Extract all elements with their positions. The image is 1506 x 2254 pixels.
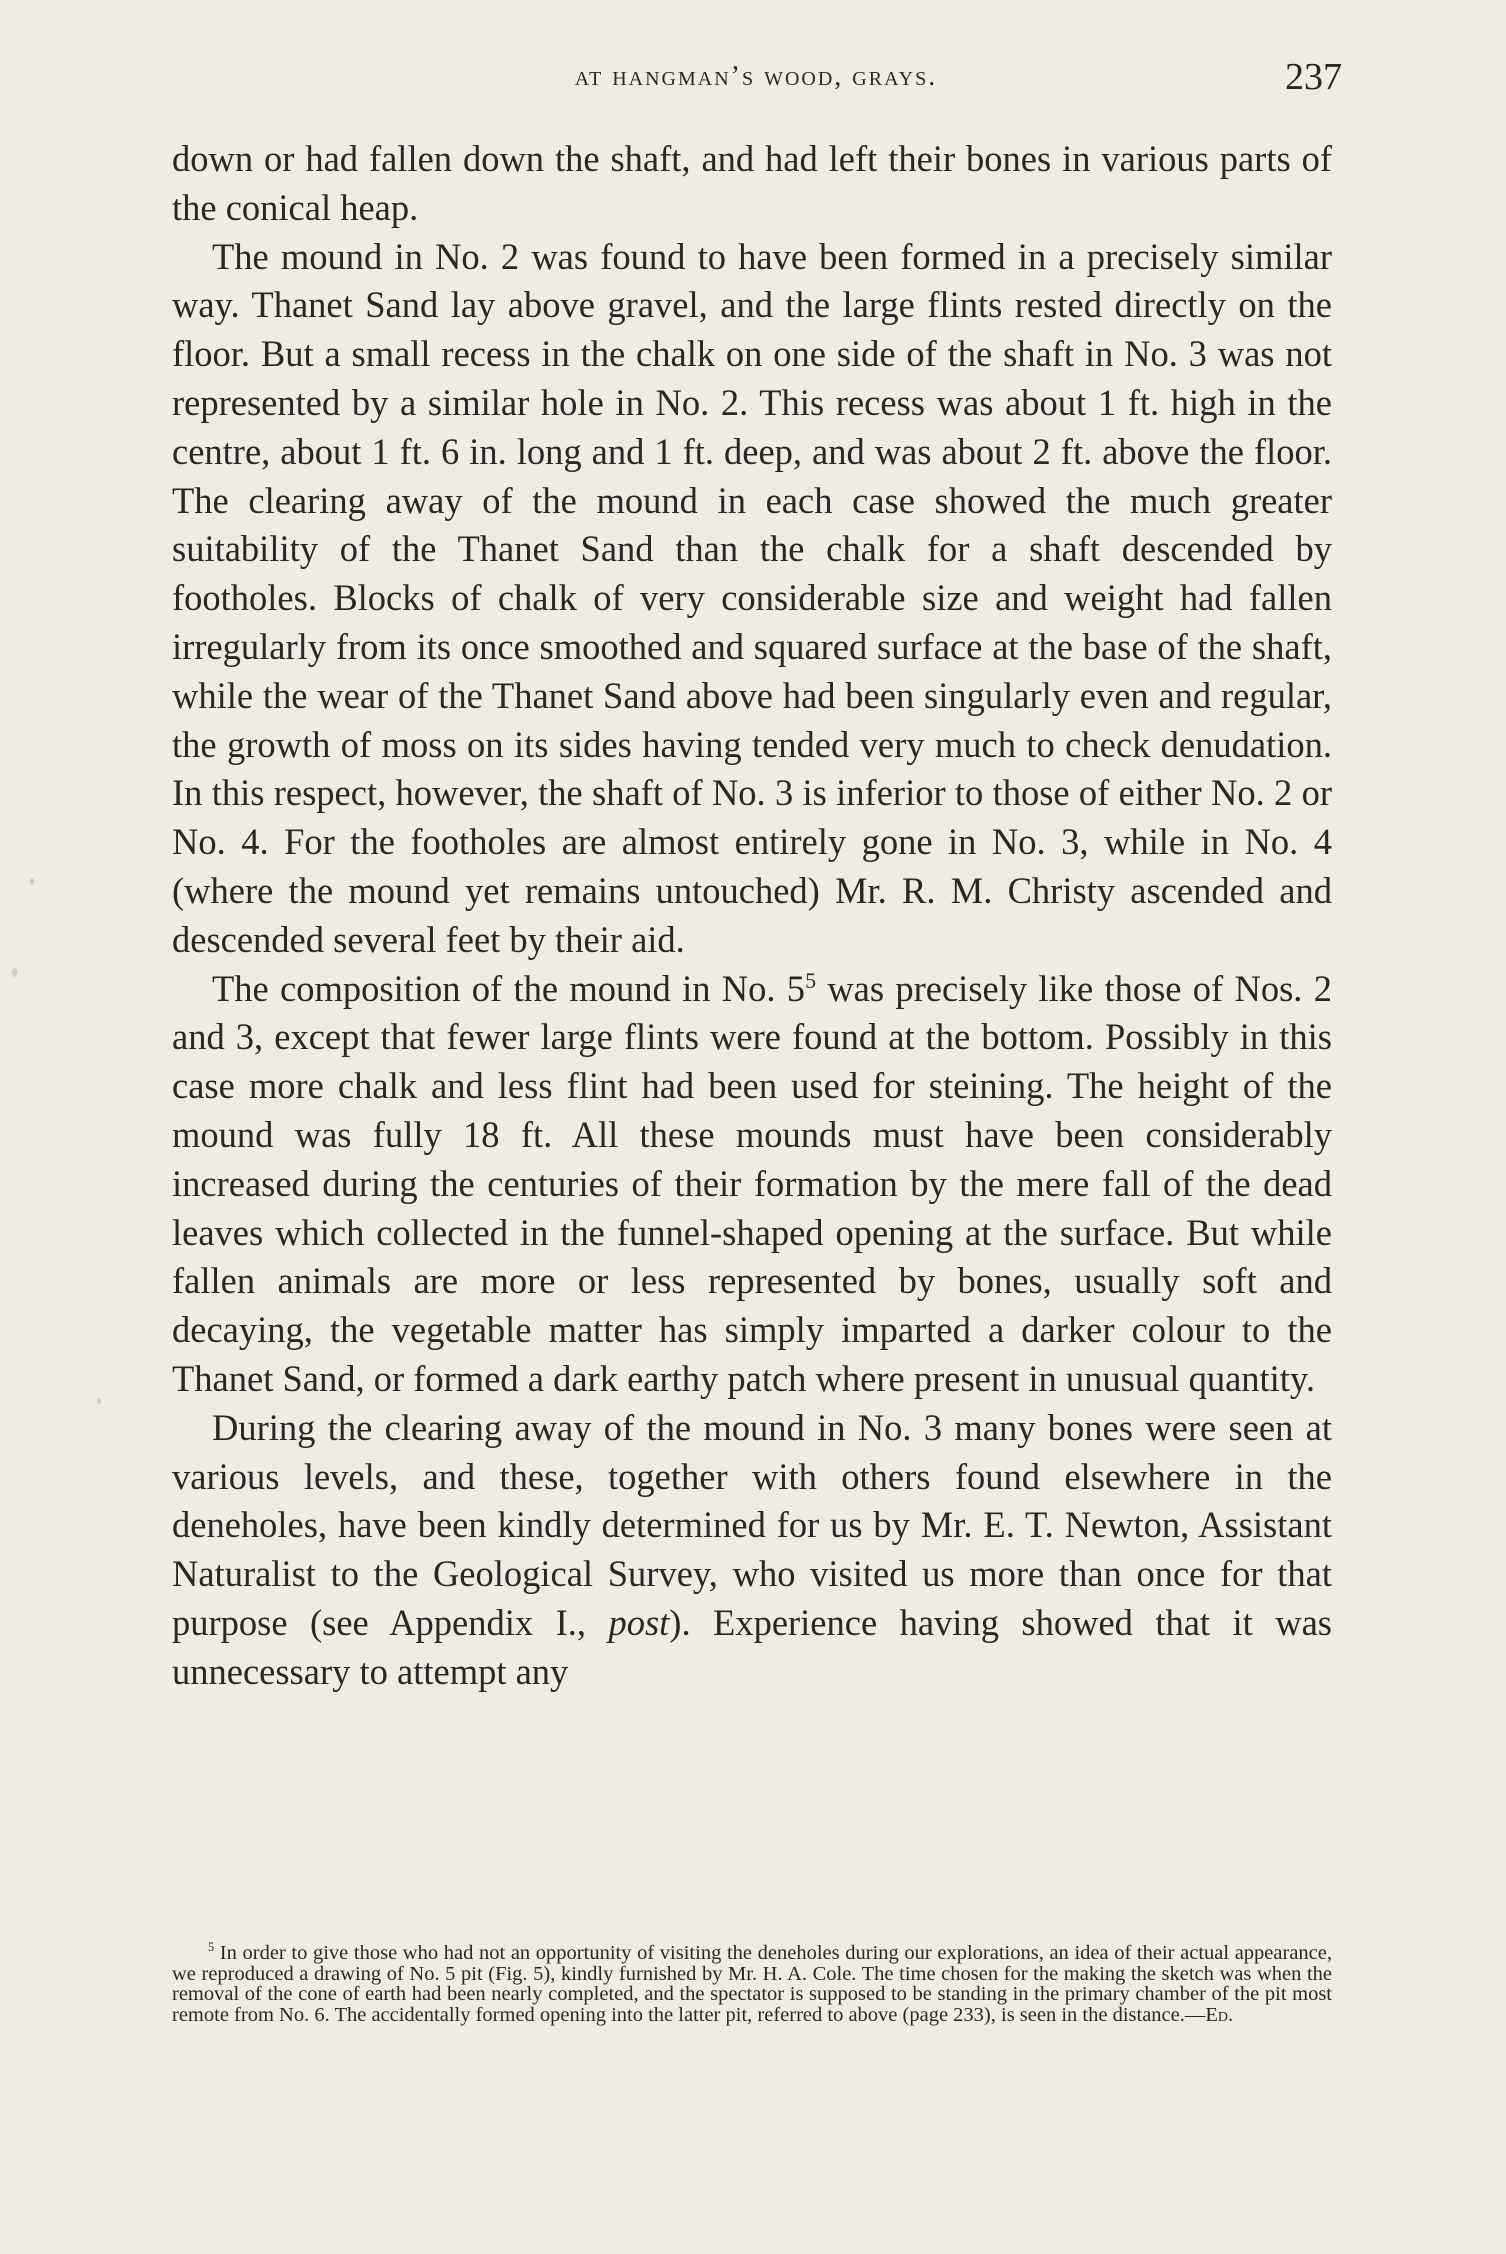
paper-speck — [97, 1398, 101, 1404]
paper-speck — [30, 878, 34, 885]
running-head: at hangman’s wood, grays. — [574, 61, 938, 92]
page-header — [170, 52, 1342, 102]
italic-text: post — [608, 1601, 670, 1643]
paragraph-text: The composition of the mound in No. 5 — [212, 967, 806, 1009]
paragraph-mound-no5 — [172, 965, 1332, 1404]
paper-speck — [12, 968, 17, 977]
body-text — [172, 135, 1332, 1697]
paragraph-bones — [172, 1404, 1332, 1697]
paragraph-text: was precisely like those of Nos. 2 and 3, except that fewer large flints were found at the bottom. Possibly in this case more chalk and less flint had been used for steining. The height of the mound was fully 18 ft. All these mounds must have been considerably increased during the centuries of their formation by the mere fall of the dead leaves which collected in the funnel-shaped opening at the surface. But while fallen animals are more or less represented by bones, usually soft and decaying, the vegetable matter has simply imparted a darker colour to the Thanet Sand, or formed a dark earthy patch where present in unusual quantity. — [172, 967, 1332, 1399]
paragraph-text: ). Experience having showed that it was unnecessary to attempt any — [172, 1601, 1332, 1692]
footnote-reference[interactable]: 5 — [805, 967, 817, 993]
footnote — [172, 1940, 1332, 2026]
footnote-text: In order to give those who had not an opportunity of visiting the deneholes during our explorations, an idea of their actual appearance, we reproduced a drawing of No. 5 pit (Fig. 5), kindly furnished by Mr. H. A. Cole. The time chosen for the making the sketch was when the removal of the cone of earth had been nearly completed, and the spectator is supposed to be standing in the primary chamber of the pit most remote from No. 6. The accidentally formed opening into the latter pit, referred to above (page 233), is seen in the distance.— — [172, 1942, 1332, 2026]
paragraph-text: During the clearing away of the mound in No. 3 many bones were seen at various levels, and these, together with others found elsewhere in the deneholes, have been kindly determined for us by Mr. E. T. Newton, Assistant Naturalist to the Geological Survey, who visited us more than once for that purpose (see Appendix I., — [172, 1406, 1332, 1643]
paragraph-mound-no2: The mound in No. 2 was found to have been formed in a precisely similar way. Thanet Sand lay above gravel, and the large flints rested directly on the floor. But a small recess in the chalk on one side of the shaft in No. 3 was not represented by a similar hole in No. 2. This recess was about 1 ft. high in the centre, about 1 ft. 6 in. long and 1 ft. deep, and was about 2 ft. above the floor. The clearing away of the mound in each case showed the much greater suitability of the Thanet Sand than the chalk for a shaft descended by footholes. Blocks of chalk of very considerable size and weight had fallen irregularly from its once smoothed and squared surface at the base of the shaft, while the wear of the Thanet Sand above had been singularly even and regular, the growth of moss on its sides having tended very much to check denudation. In this respect, however, the shaft of No. 3 is inferior to those of either No. 2 or No. 4. For the footholes are almost entirely gone in No. 3, while in No. 4 (where the mound yet remains untouched) Mr. R. M. Christy ascended and descended several feet by their aid. — [172, 235, 1332, 960]
page-number: 237 — [1285, 56, 1342, 98]
footnote-marker: 5 — [208, 1940, 215, 1955]
editor-mark: Ed. — [1205, 2003, 1234, 2026]
paragraph-continued: down or had fallen down the shaft, and had left their bones in various parts of the conical heap. — [172, 138, 1332, 228]
